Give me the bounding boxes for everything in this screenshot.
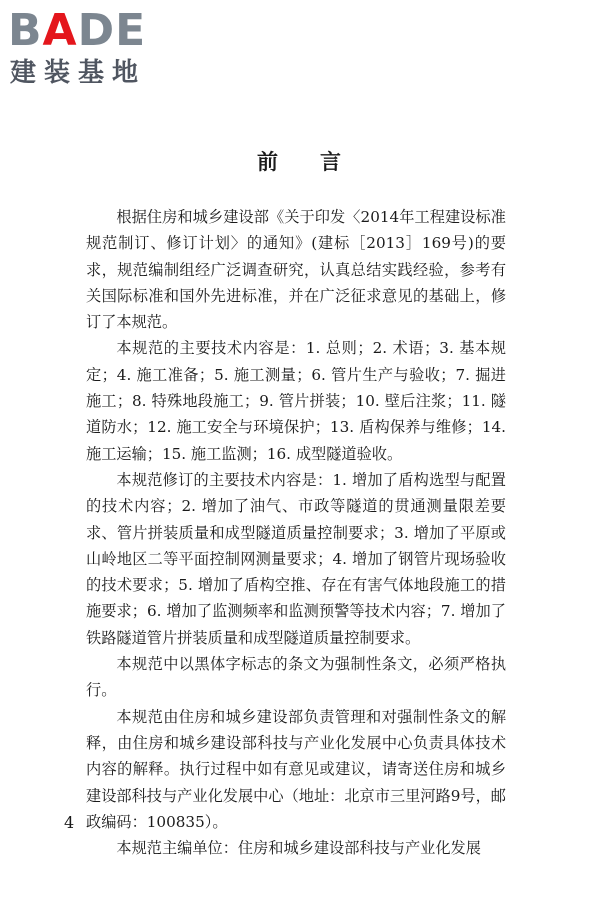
paragraph-5: 本规范由住房和城乡建设部负责管理和对强制性条文的解释，由住房和城乡建设部科技与产业化发展中心负责具体技术内容的解释。执行过程中如有意见或建议，请寄送住房和城乡建设部科技与产业化发展中心（地址：北京市三里河路9号，邮政编码：100835）。	[86, 707, 506, 831]
preface-body	[86, 204, 506, 861]
page-title	[0, 146, 600, 176]
brand-logo	[8, 6, 178, 88]
title-char-2: 言	[320, 150, 343, 174]
logo-wordmark	[8, 6, 146, 56]
logo-subtitle: 建装基地	[10, 58, 147, 88]
page-number: 4	[64, 813, 75, 832]
paragraph-6: 本规范主编单位：住房和城乡建设部科技与产业化发展	[116, 839, 481, 858]
logo-letters-de: DE	[77, 5, 147, 56]
paragraph-3: 本规范修订的主要技术内容是：1. 增加了盾构选型与配置的技术内容；2. 增加了油气、市政等隧道的贯通测量限差要求、管片拼装质量和成型隧道质量控制要求；3. 增加了平原或山岭地区二等平面控制网测量要求；4. 增加了钢管片现场验收的技术要求；5. 增加了盾构空推、存在有害气体地段施工的措施要求；6. 增加了监测频率和监测预警等技术内容；7. 增加了铁路隧道管片拼装质量和成型隧道质量控制要求。	[86, 470, 506, 647]
logo-letter-a-accent: A	[42, 5, 78, 56]
logo-letter-b: B	[8, 5, 43, 56]
paragraph-2: 本规范的主要技术内容是：1. 总则；2. 术语；3. 基本规定；4. 施工准备；5. 施工测量；6. 管片生产与验收；7. 掘进施工；8. 特殊地段施工；9. 管片拼装；10. 壁后注浆；11. 隧道防水；12. 施工安全与环境保护；13. 盾构保养与维修；14. 施工运输；15. 施工监测；16. 成型隧道验收。	[86, 339, 506, 463]
paragraph-4: 本规范中以黑体字标志的条文为强制性条文，必须严格执行。	[86, 655, 506, 700]
title-char-1: 前	[257, 150, 280, 174]
paragraph-1: 根据住房和城乡建设部《关于印发〈2014年工程建设标准规范制订、修订计划〉的通知》(建标［2013］169号)的要求，规范编制组经广泛调查研究，认真总结实践经验，参考有关国际标准和国外先进标准，并在广泛征求意见的基础上，修订了本规范。	[86, 208, 506, 332]
